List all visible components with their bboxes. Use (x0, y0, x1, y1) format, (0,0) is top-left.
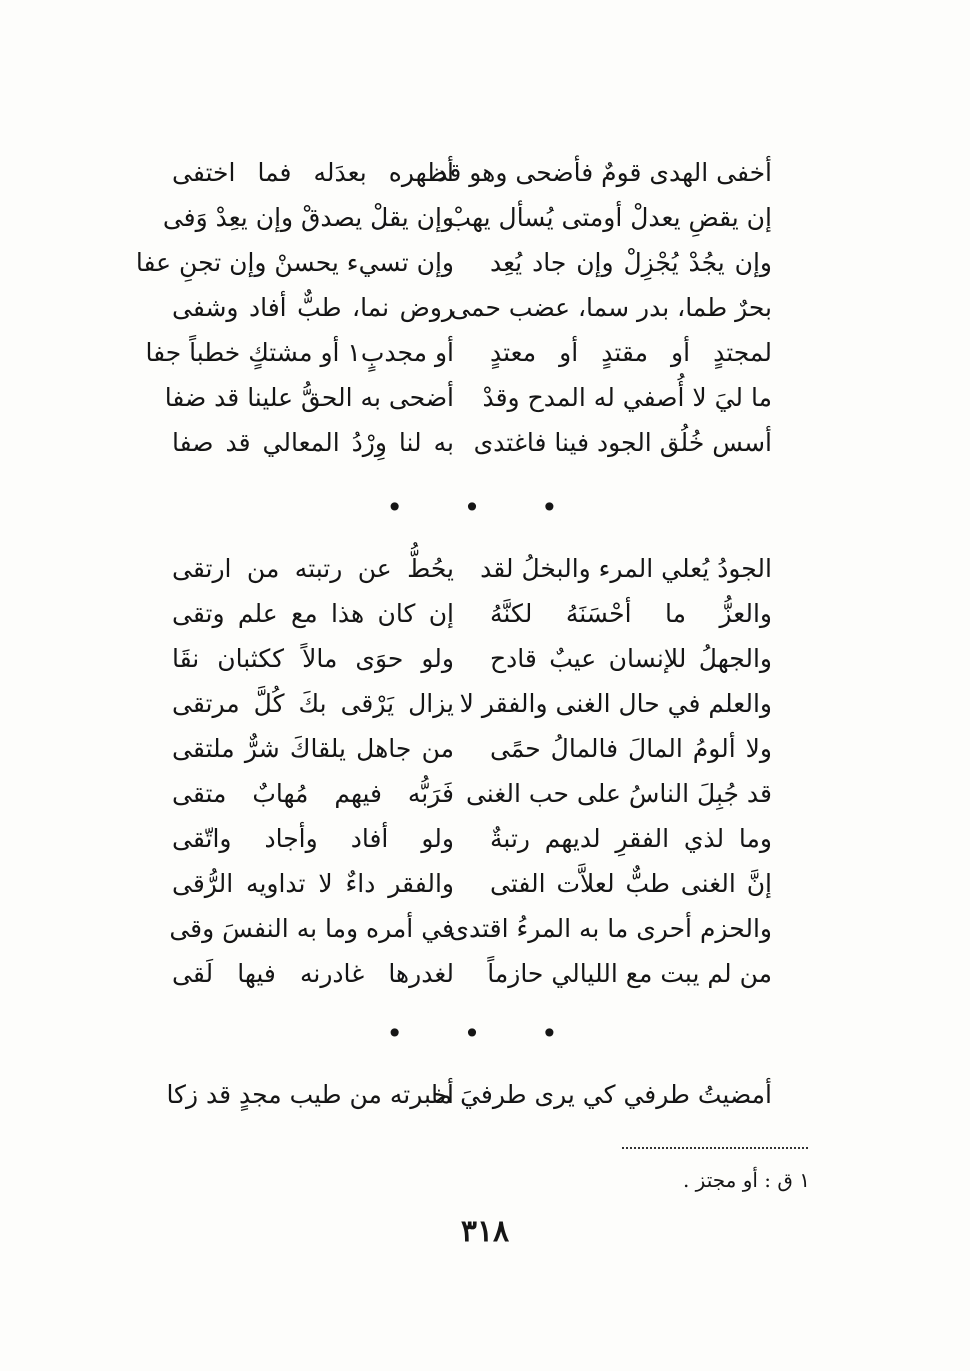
verse-first-hemistich: ولا ألومُ المالَ فالمالُ حمًى (490, 734, 772, 763)
stanza-separator: • • • (386, 491, 584, 524)
verse-first-hemistich: ما ليَ لا أُصفي له المدح وقدْ (482, 383, 772, 412)
verse-first-hemistich: من لم يبت مع الليالي حازماً (487, 959, 772, 988)
verse-first-hemistich: أسس خُلُق الجود فينا فاغتدى (473, 428, 772, 457)
verse (0, 420, 970, 466)
verse-first-hemistich: وما لذي الفقرِ لديهم رتبةٌ (490, 824, 772, 853)
verse-first-hemistich: بحرٌ طما، بدر سما، عضب حمى (450, 293, 772, 322)
verse-second-hemistich: أظهره بعدَله فما اختفى (172, 158, 454, 187)
verse-second-hemistich: روض نما، طبٌّ أفاد وشفى (172, 293, 454, 322)
verse (0, 636, 970, 682)
verse (0, 951, 970, 997)
verse-second-hemistich: في أمره وما به النفسَ وقى (169, 914, 454, 943)
verse-first-hemistich: والعلم في حال الغنى والفقر لا (459, 689, 772, 718)
verse-second-hemistich: إن كان هذا مع علم وتقى (172, 599, 454, 628)
verse (0, 906, 970, 952)
verse-second-hemistich: ولو أفاد وأجاد واتّقى (172, 824, 454, 853)
verse (0, 771, 970, 817)
verse-first-hemistich: لمجتدٍ أو مقتدٍ أو معتدٍ (490, 338, 772, 367)
verse-first-hemistich: والعزُّ ما أحْسَنَهُ لكنَّهُ (490, 599, 772, 628)
verse-second-hemistich: من جاهل يلقاكَ شرٌّ ملتقى (172, 734, 454, 763)
verse-first-hemistich: أخفى الهدى قومٌ فأضحى وهو قد (436, 158, 772, 187)
verse-second-hemistich: يحُطُّ عن رتبته من ارتقى (172, 554, 454, 583)
verse-second-hemistich: أضحى به الحقُّ علينا قد ضفا (164, 383, 454, 412)
verse (0, 330, 970, 376)
verse-first-hemistich: إن يقضِ يعدلْ أومتى يُسأل يهبْ (447, 203, 772, 232)
verse (0, 726, 970, 772)
footnote: ١ ق : أو مجتز . (682, 1168, 810, 1192)
verse-second-hemistich: يزال يَرْقى بكَ كُلَّ مرتقى (172, 689, 454, 718)
verse-second-hemistich: فَرَبُّه فيهم مُهابٌ متقى (172, 779, 454, 808)
verse-second-hemistich: أو مجدبٍ١ أو مشتكٍ خطباً جفا (145, 338, 454, 367)
verse-first-hemistich: وإن يجُدْ يُجْزِلْ وإن جاد يُعِد (490, 248, 772, 277)
verse-second-hemistich: ولو حوَى مالاً ككثبان نقَا (172, 644, 454, 673)
verse-second-hemistich: وإن يقلْ يصدقْ وإن يعِدْ وَفى (162, 203, 454, 232)
verse (0, 1072, 970, 1118)
verse-first-hemistich: الجودُ يُعلي المرء والبخلُ لقد (480, 554, 772, 583)
verse (0, 240, 970, 286)
verse-second-hemistich: به لنا وِرْدُ المعالي قد صفا (172, 428, 454, 457)
verse-first-hemistich: والجهلُ للإنسان عيبٌ قادح (490, 644, 772, 673)
verse-second-hemistich: أخبرته من طيب مجدٍ قد زكا (166, 1080, 454, 1109)
verse (0, 591, 970, 637)
footnote-divider (622, 1147, 808, 1149)
verse (0, 375, 970, 421)
verse (0, 150, 970, 196)
verse-second-hemistich: وإن تسيء يحسنْ وإن تجنِ عفا (135, 248, 454, 277)
verse-first-hemistich: والحزم أحرى ما به المرءُ اقتدى (449, 914, 772, 943)
verse-first-hemistich: قد جُبِلَ الناسُ على حب الغنى (465, 779, 772, 808)
page-number: ٣١٨ (460, 1214, 510, 1249)
verse-first-hemistich: إنَّ الغنى طبٌّ لعلاَّت الفتى (490, 869, 772, 898)
stanza-separator: • • • (386, 1017, 584, 1050)
verse-second-hemistich: والفقر داءٌ لا تداويه الرُّقى (172, 869, 454, 898)
verse (0, 681, 970, 727)
verse (0, 861, 970, 907)
verse-first-hemistich: أمضيتُ طرفي كي يرى طرفيَ ما (431, 1080, 772, 1109)
verse (0, 816, 970, 862)
verse (0, 546, 970, 592)
verse-second-hemistich: لغدرها غادرنه فيها لَقى (172, 959, 454, 988)
verse (0, 285, 970, 331)
verse (0, 195, 970, 241)
